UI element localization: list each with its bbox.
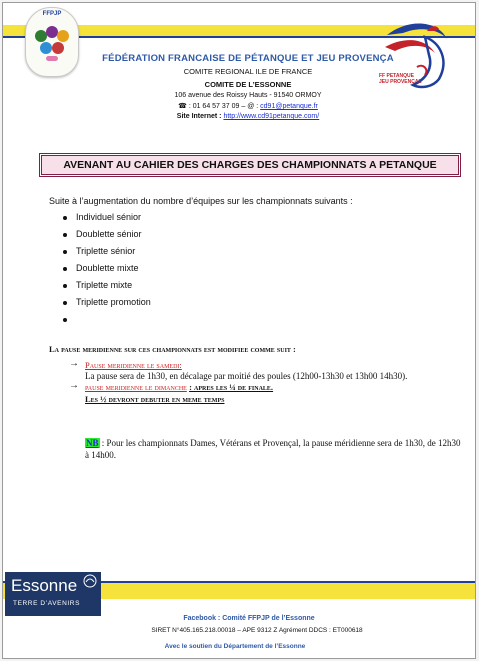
list-item-label: Triplette mixte — [76, 280, 133, 290]
support-line: Avec le soutien du Département de l’Essonne — [164, 643, 306, 650]
list-item — [61, 243, 151, 260]
logo-ball-orange — [57, 30, 69, 42]
facebook-line: Facebook : Comité FFPJP de l’Essonne — [183, 615, 315, 622]
ffpjp-logo — [25, 7, 79, 77]
section-heading: La pause meridienne sur ces championnats est modifiee comme suit : — [49, 344, 296, 354]
nb-tag: NB — [86, 438, 99, 448]
sunday-rule: : apres les ¼ de finale. — [189, 382, 274, 392]
intro-text: Suite à l’augmentation du nombre d’équipes sur les championnats suivants : — [49, 196, 353, 206]
list-item — [61, 209, 151, 226]
bullet-icon — [63, 318, 67, 322]
phone-text: : 01 64 57 37 09 – @ : — [188, 103, 259, 110]
sunday-heading — [85, 382, 273, 392]
postal-address: 106 avenue des Roissy Hauts - 91540 ORMOY — [174, 92, 322, 99]
rooster-caption-line2: JEU PROVENÇAL — [379, 79, 422, 85]
list-item-label: Individuel sénior — [76, 212, 142, 222]
bullet-icon — [63, 267, 67, 271]
list-item — [61, 226, 151, 243]
list-item — [61, 311, 151, 328]
list-item-label: Doublette mixte — [76, 263, 139, 273]
federation-name: FÉDÉRATION FRANCAISE DE PÉTANQUE ET JEU PROVENÇA — [102, 53, 394, 64]
essonne-logo — [5, 572, 101, 616]
rooster-caption-line1: FF PETANQUE — [379, 73, 414, 79]
document-page — [2, 2, 476, 659]
list-item — [61, 277, 151, 294]
rooster-caption — [379, 73, 422, 85]
saturday-heading — [85, 360, 182, 370]
arrow-right-icon: → — [69, 358, 79, 369]
logo-ribbon — [46, 56, 58, 61]
list-item-label: Triplette sénior — [76, 246, 136, 256]
website-link[interactable]: http://www.cd91petanque.com/ — [223, 113, 320, 120]
saturday-text: La pause sera de 1h30, en décalage par moitié des poules (12h00-13h30 et 13h00 14h30). — [85, 371, 408, 381]
bullet-icon — [63, 233, 67, 237]
bullet-icon — [63, 216, 67, 220]
document-title: AVENANT AU CAHIER DES CHARGES DES CHAMPIONNATS A PETANQUE — [63, 159, 437, 171]
essonne-tagline: TERRE D’AVENIRS — [13, 600, 81, 607]
list-item — [61, 260, 151, 277]
essonne-committee: COMITE DE L’ESSONNE — [204, 80, 292, 89]
siret-line: SIRET N°405.165.218.00018 – APE 9312 Z Agrément DDCS : ET000618 — [151, 627, 363, 634]
logo-ball-blue — [40, 42, 52, 54]
list-item-label: Triplette promotion — [76, 297, 151, 307]
essonne-mark-icon — [83, 574, 97, 588]
regional-committee: COMITE REGIONAL ILE DE FRANCE — [183, 67, 313, 76]
sunday-note — [85, 394, 224, 404]
championships-list — [61, 209, 151, 328]
logo-ball-red — [52, 42, 64, 54]
contact-line — [83, 102, 413, 110]
nb-paragraph — [85, 437, 465, 461]
ffpjp-logo-text: FFPJP — [42, 11, 62, 17]
bullet-icon — [63, 284, 67, 288]
list-item-label: Doublette sénior — [76, 229, 142, 239]
nb-text: : Pour les championnats Dames, Vétérans et Provençal, la pause méridienne sera de 1h30, de 12h30 à 14h00. — [85, 438, 461, 460]
sunday-label: pause meridienne le dimanche — [85, 382, 187, 392]
bullet-icon — [63, 250, 67, 254]
document-title-box — [41, 155, 459, 175]
essonne-logo-text: Essonne — [11, 576, 78, 595]
website-label: Site Internet : — [176, 113, 222, 120]
bullet-icon — [63, 301, 67, 305]
list-item — [61, 294, 151, 311]
sunday-note-text: Les ½ devront debuter en meme temps — [85, 394, 225, 404]
saturday-label: Pause meridienne le samedi: — [85, 360, 182, 370]
website-line — [83, 113, 413, 120]
email-link[interactable]: cd91@petanque.fr — [260, 103, 318, 110]
phone-icon: ☎ — [178, 103, 187, 110]
arrow-right-icon: → — [69, 380, 79, 391]
